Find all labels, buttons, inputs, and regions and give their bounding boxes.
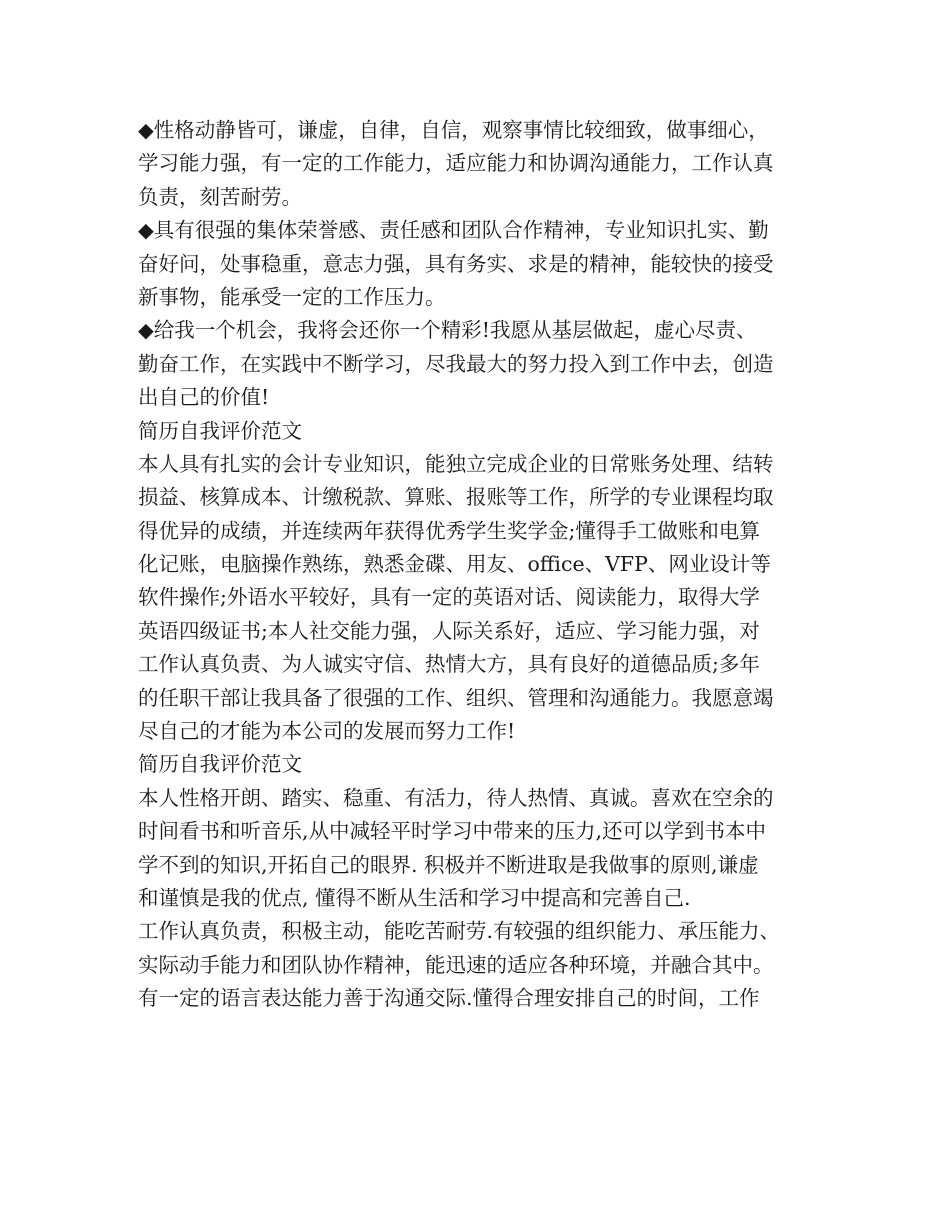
text-line: ◆具有很强的集体荣誉感、责任感和团队合作精神，专业知识扎实、勤 xyxy=(138,218,769,243)
text-line: 出自己的价值! xyxy=(138,385,270,410)
text-line: 负责，刻苦耐劳。 xyxy=(138,184,302,209)
text-line: 工作认真负责，积极主动，能吃苦耐劳.有较强的组织能力、承压能力、 xyxy=(138,919,781,944)
text-line: 勤奋工作，在实践中不断学习，尽我最大的努力投入到工作中去，创造 xyxy=(138,351,774,376)
text-line: ◆给我一个机会，我将会还你一个精彩!我愿从基层做起，虚心尽责、 xyxy=(138,318,757,343)
text-line: 尽自己的才能为本公司的发展而努力工作! xyxy=(138,719,516,744)
text-line: 新事物，能承受一定的工作压力。 xyxy=(138,284,446,309)
text-line: 损益、核算成本、计缴税款、算账、报账等工作，所学的专业课程均取 xyxy=(138,485,774,510)
text-line: 奋好问，处事稳重，意志力强，具有务实、求是的精神，能较快的接受 xyxy=(138,251,774,276)
text-line: 得优异的成绩，并连续两年获得优秀学生奖学金;懂得手工做账和电算 xyxy=(138,518,760,543)
text-line: 软件操作;外语水平较好，具有一定的英语对话、阅读能力，取得大学 xyxy=(138,585,760,610)
text-line: ◆性格动静皆可，谦虚，自律，自信，观察事情比较细致，做事细心， xyxy=(138,118,769,142)
text-line: 本人具有扎实的会计专业知识，能独立完成企业的日常账务处理、结转 xyxy=(138,451,774,476)
text-line: 学习能力强，有一定的工作能力，适应能力和协调沟通能力，工作认真 xyxy=(138,151,774,176)
text-line: 英语四级证书;本人社交能力强，人际关系好，适应、学习能力强，对 xyxy=(138,618,760,643)
text-line: 有一定的语言表达能力善于沟通交际.懂得合理安排自己的时间，工作 xyxy=(138,986,760,1011)
text-line: 本人性格开朗、踏实、稳重、有活力，待人热情、真诚。喜欢在空余的 xyxy=(138,785,774,810)
text-line: 实际动手能力和团队协作精神，能迅速的适应各种环境，并融合其中。 xyxy=(138,952,774,977)
section-heading: 简历自我评价范文 xyxy=(138,418,302,443)
text-line: 化记账，电脑操作熟练，熟悉金碟、用友、office、VFP、网业设计等 xyxy=(138,552,771,577)
text-line: 工作认真负责、为人诚实守信、热情大方，具有良好的道德品质;多年 xyxy=(138,652,760,677)
text-line: 的任职干部让我具备了很强的工作、组织、管理和沟通能力。我愿意竭 xyxy=(138,685,774,710)
text-line: 学不到的知识,开拓自己的眼界. 积极并不断进取是我做事的原则,谦虚 xyxy=(138,852,759,877)
text-line: 和谨慎是我的优点, 懂得不断从生活和学习中提高和完善自己. xyxy=(138,885,691,910)
text-line: 时间看书和听音乐,从中减轻平时学习中带来的压力,还可以学到书本中 xyxy=(138,819,767,844)
section-heading: 简历自我评价范文 xyxy=(138,752,302,777)
document-body xyxy=(138,114,828,1016)
